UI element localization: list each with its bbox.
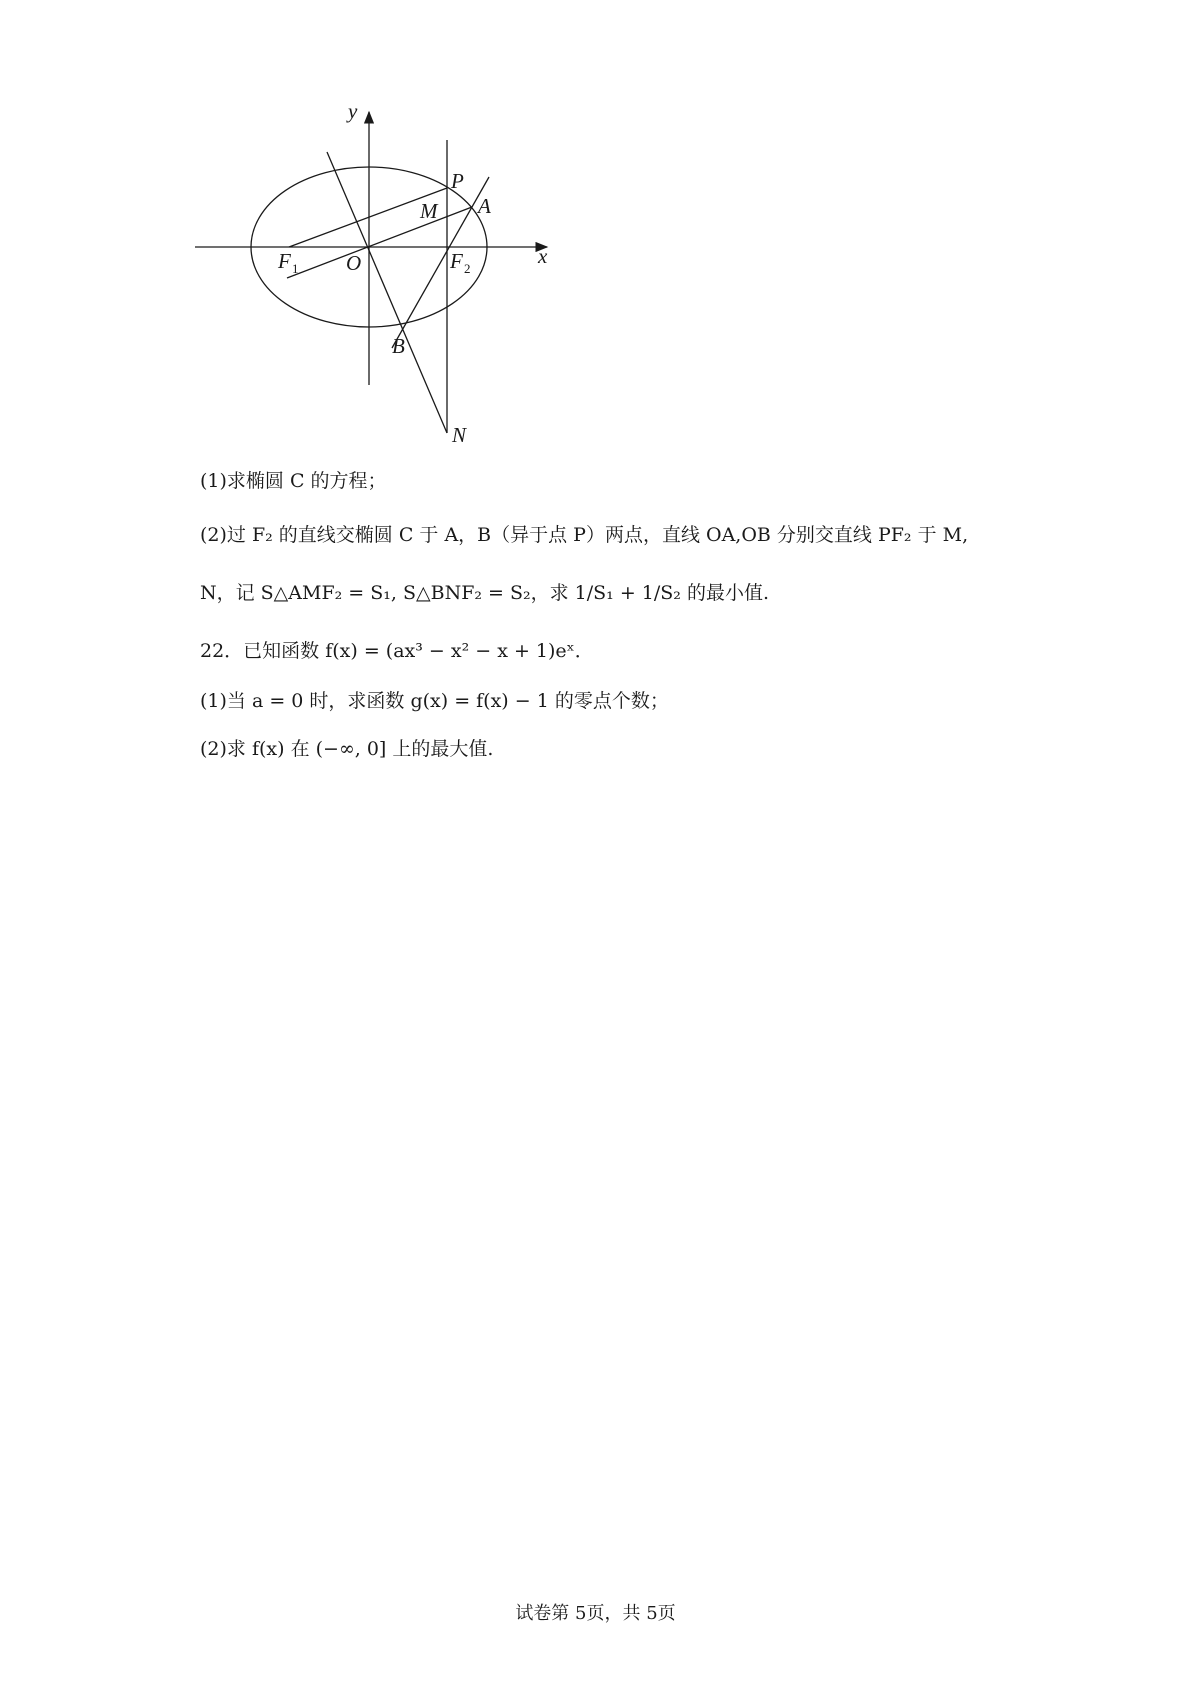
axis-label-y: y <box>348 100 358 123</box>
q21-part2-line2: N，记 S△AMF₂ = S₁, S△BNF₂ = S₂，求 1/S₁ + 1/S₂ 的最小值. <box>200 582 769 604</box>
point-label-f1: F <box>278 249 291 273</box>
ellipse-figure <box>195 100 615 490</box>
point-label-p: P <box>451 169 464 193</box>
point-label-a: A <box>478 194 491 218</box>
point-label-n: N <box>452 423 467 447</box>
point-label-o: O <box>346 251 362 275</box>
point-label-m: M <box>420 199 438 223</box>
ellipse-diagram <box>195 100 615 490</box>
line-oa <box>287 207 472 278</box>
q22-part1: (1)当 a = 0 时，求函数 g(x) = f(x) − 1 的零点个数； <box>200 690 669 712</box>
q22-part2: (2)求 f(x) 在 (−∞, 0] 上的最大值. <box>200 738 494 760</box>
axis-label-x: x <box>538 244 548 268</box>
page-footer: 试卷第 5页，共 5页 <box>515 1603 676 1624</box>
point-label-b: B <box>392 334 405 358</box>
q21-part2-line1: (2)过 F₂ 的直线交椭圆 C 于 A，B（异于点 P）两点，直线 OA,OB 分别交直线 PF₂ 于 M, <box>200 524 969 546</box>
point-label-f1-sub: 1 <box>292 261 299 276</box>
point-label-f2-sub: 2 <box>464 261 471 276</box>
q22-stem: 22．已知函数 f(x) = (ax³ − x² − x + 1)eˣ． <box>200 640 594 662</box>
point-label-f2: F <box>450 249 463 273</box>
q21-part1: (1)求椭圆 C 的方程； <box>200 470 387 492</box>
